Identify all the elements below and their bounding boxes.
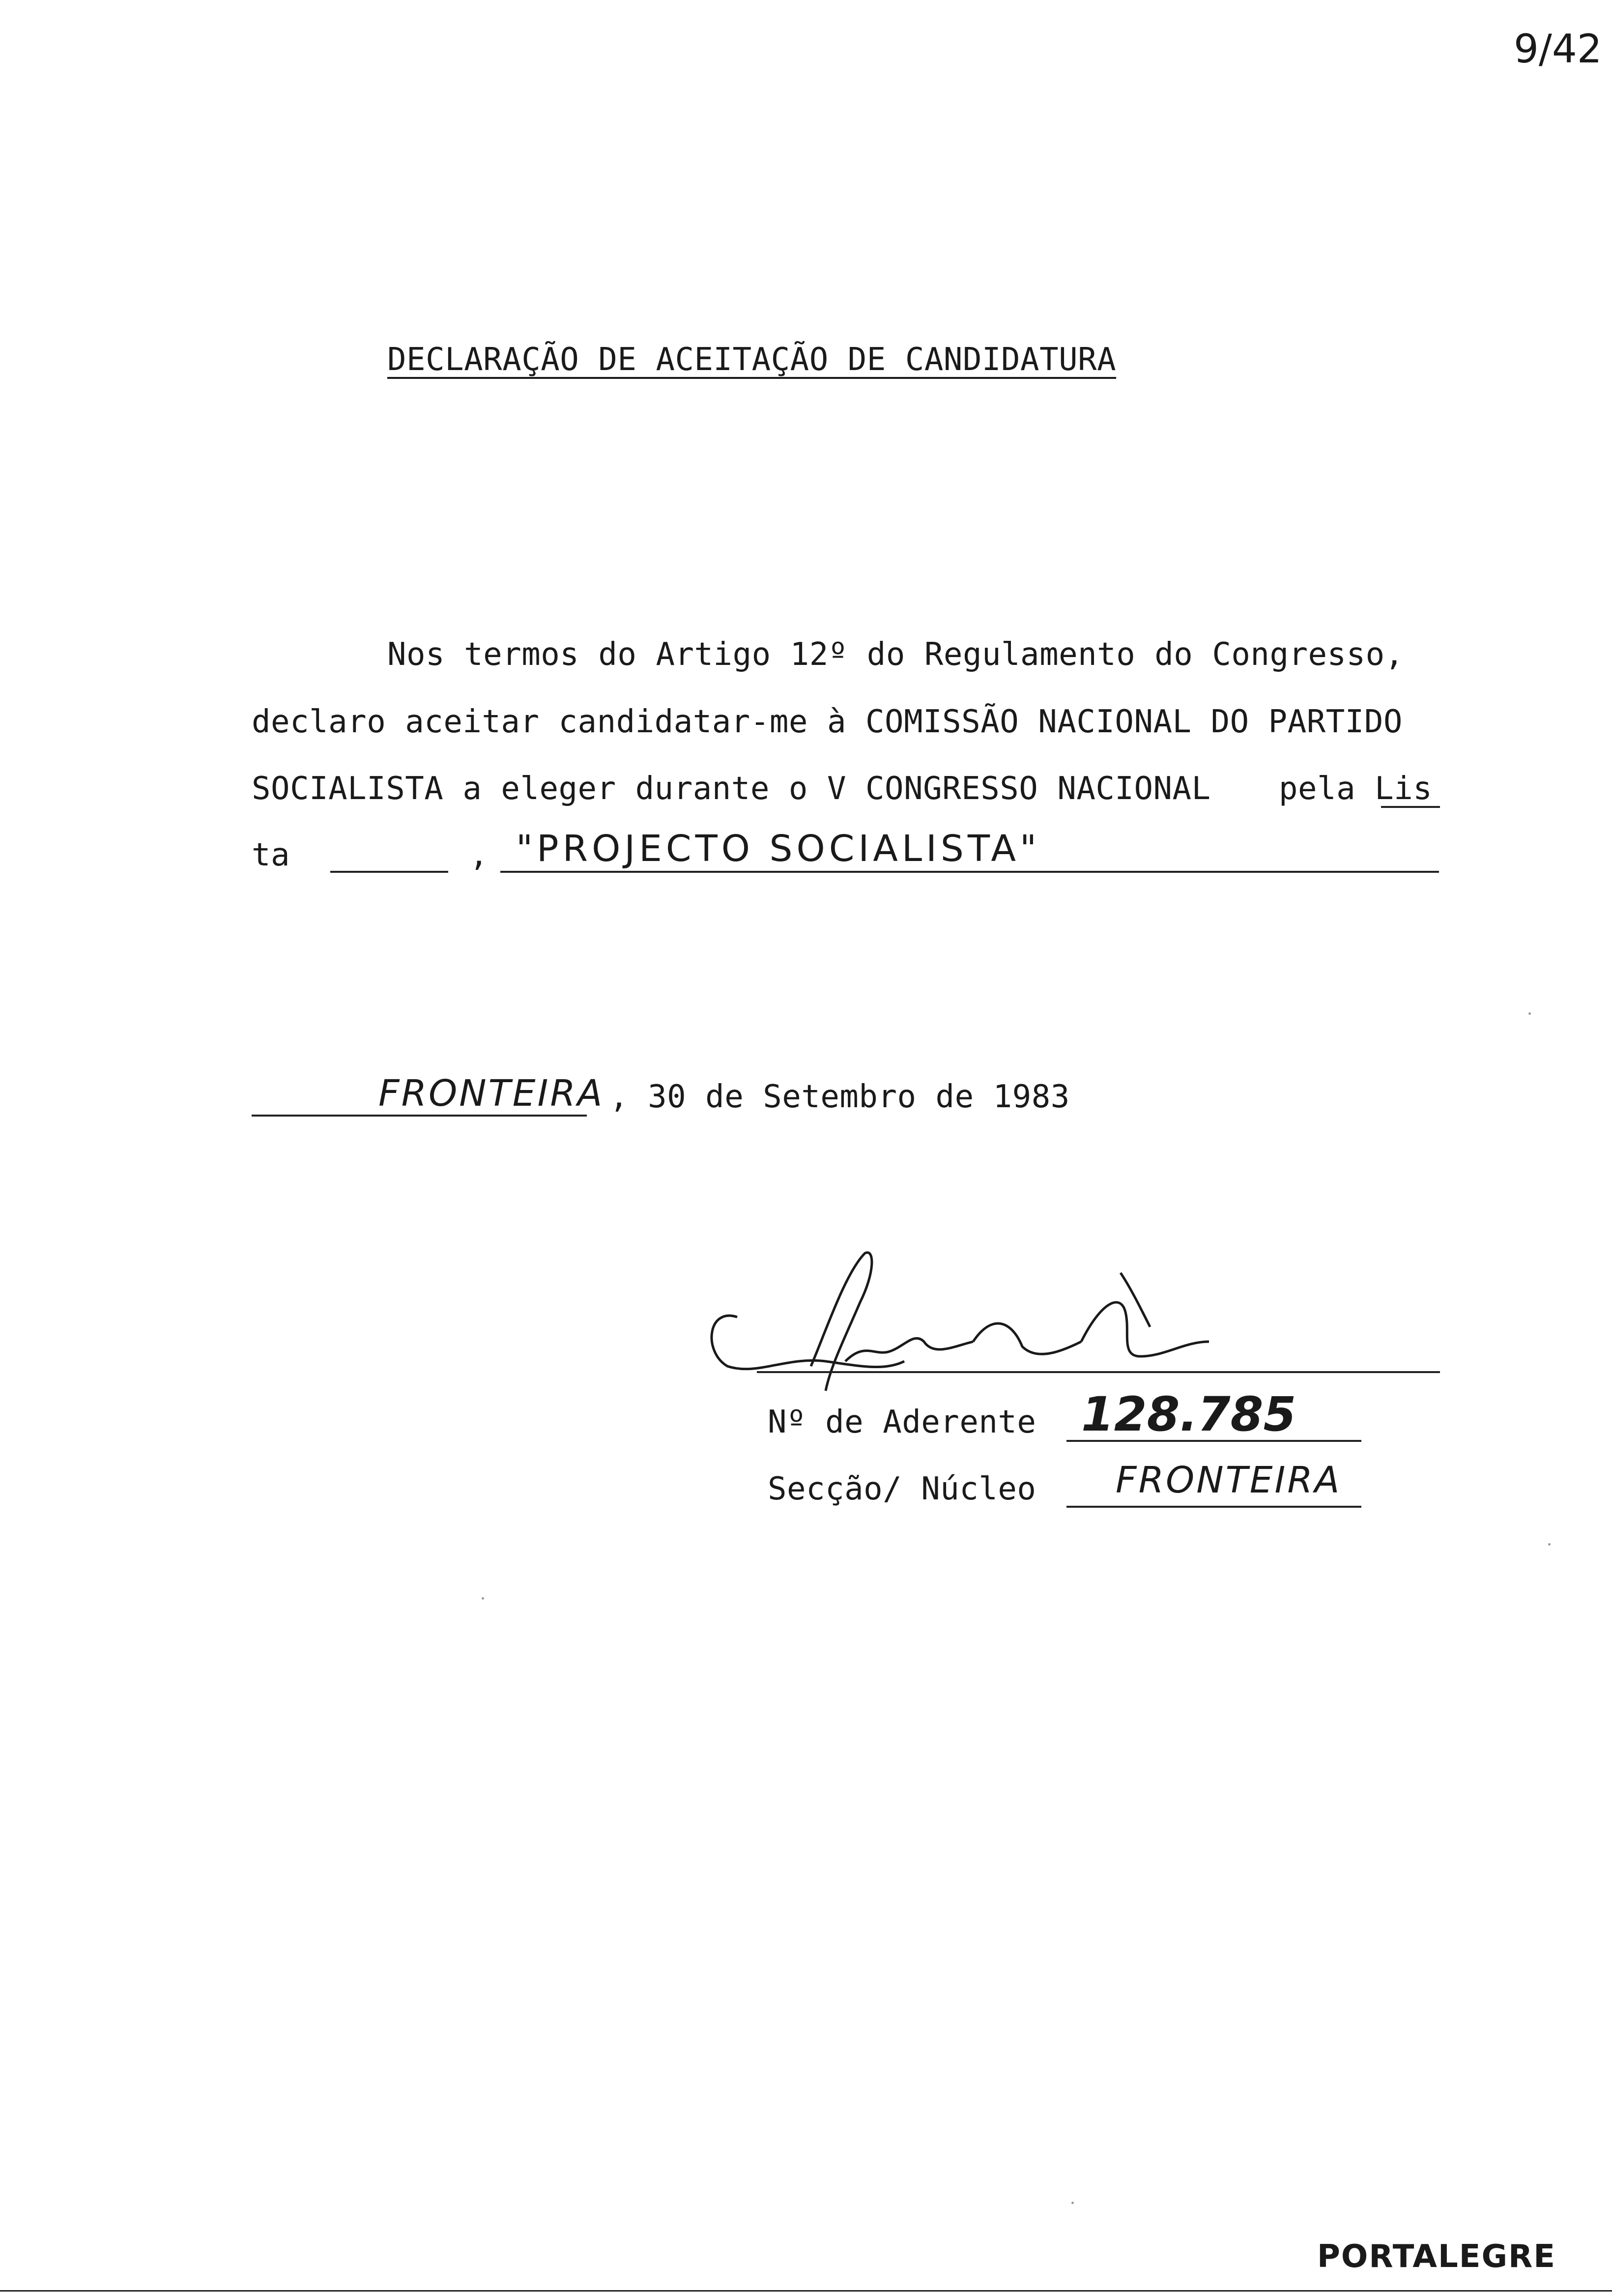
bottom-edge-line — [0, 2290, 1612, 2292]
footer-note: PORTALEGRE — [1317, 2239, 1556, 2275]
signature-line — [757, 1371, 1440, 1373]
member-number-handwritten: 128.785 — [1081, 1387, 1296, 1442]
list-name-line — [500, 871, 1439, 873]
section-handwritten: FRONTEIRA — [1116, 1459, 1342, 1501]
section-line — [1066, 1506, 1361, 1508]
scan-speck — [1071, 2202, 1074, 2204]
scan-speck — [482, 1597, 484, 1600]
place-handwritten: FRONTEIRA — [378, 1072, 604, 1115]
body-line-2: declaro aceitar candidatar-me à COMISSÃO NACIONAL DO PARTIDO — [252, 704, 1403, 740]
body-line-4-comma: , — [469, 837, 489, 873]
body-line-3-end: pela Lis — [1279, 771, 1433, 807]
list-name-handwritten: "PROJECTO SOCIALISTA" — [516, 828, 1041, 870]
scan-speck — [1528, 1012, 1531, 1015]
signature-scribble — [698, 1243, 1248, 1401]
list-number-blank — [330, 871, 448, 873]
body-line-4-prefix: ta — [252, 837, 290, 873]
date-text: , 30 de Setembro de 1983 — [609, 1079, 1070, 1115]
body-line-3: SOCIALISTA a eleger durante o V CONGRESSO NACIONAL — [252, 771, 1211, 807]
member-number-label: Nº de Aderente — [768, 1404, 1036, 1440]
section-label: Secção/ Núcleo — [768, 1471, 1036, 1507]
place-line — [252, 1115, 587, 1117]
document-title: DECLARAÇÃO DE ACEITAÇÃO DE CANDIDATURA — [387, 342, 1117, 378]
corner-page-note: 9/42 — [1514, 26, 1602, 72]
scan-speck — [1548, 1543, 1551, 1546]
underline-mark — [1381, 806, 1440, 808]
body-line-1: Nos termos do Artigo 12º do Regulamento do Congresso, — [387, 636, 1404, 673]
